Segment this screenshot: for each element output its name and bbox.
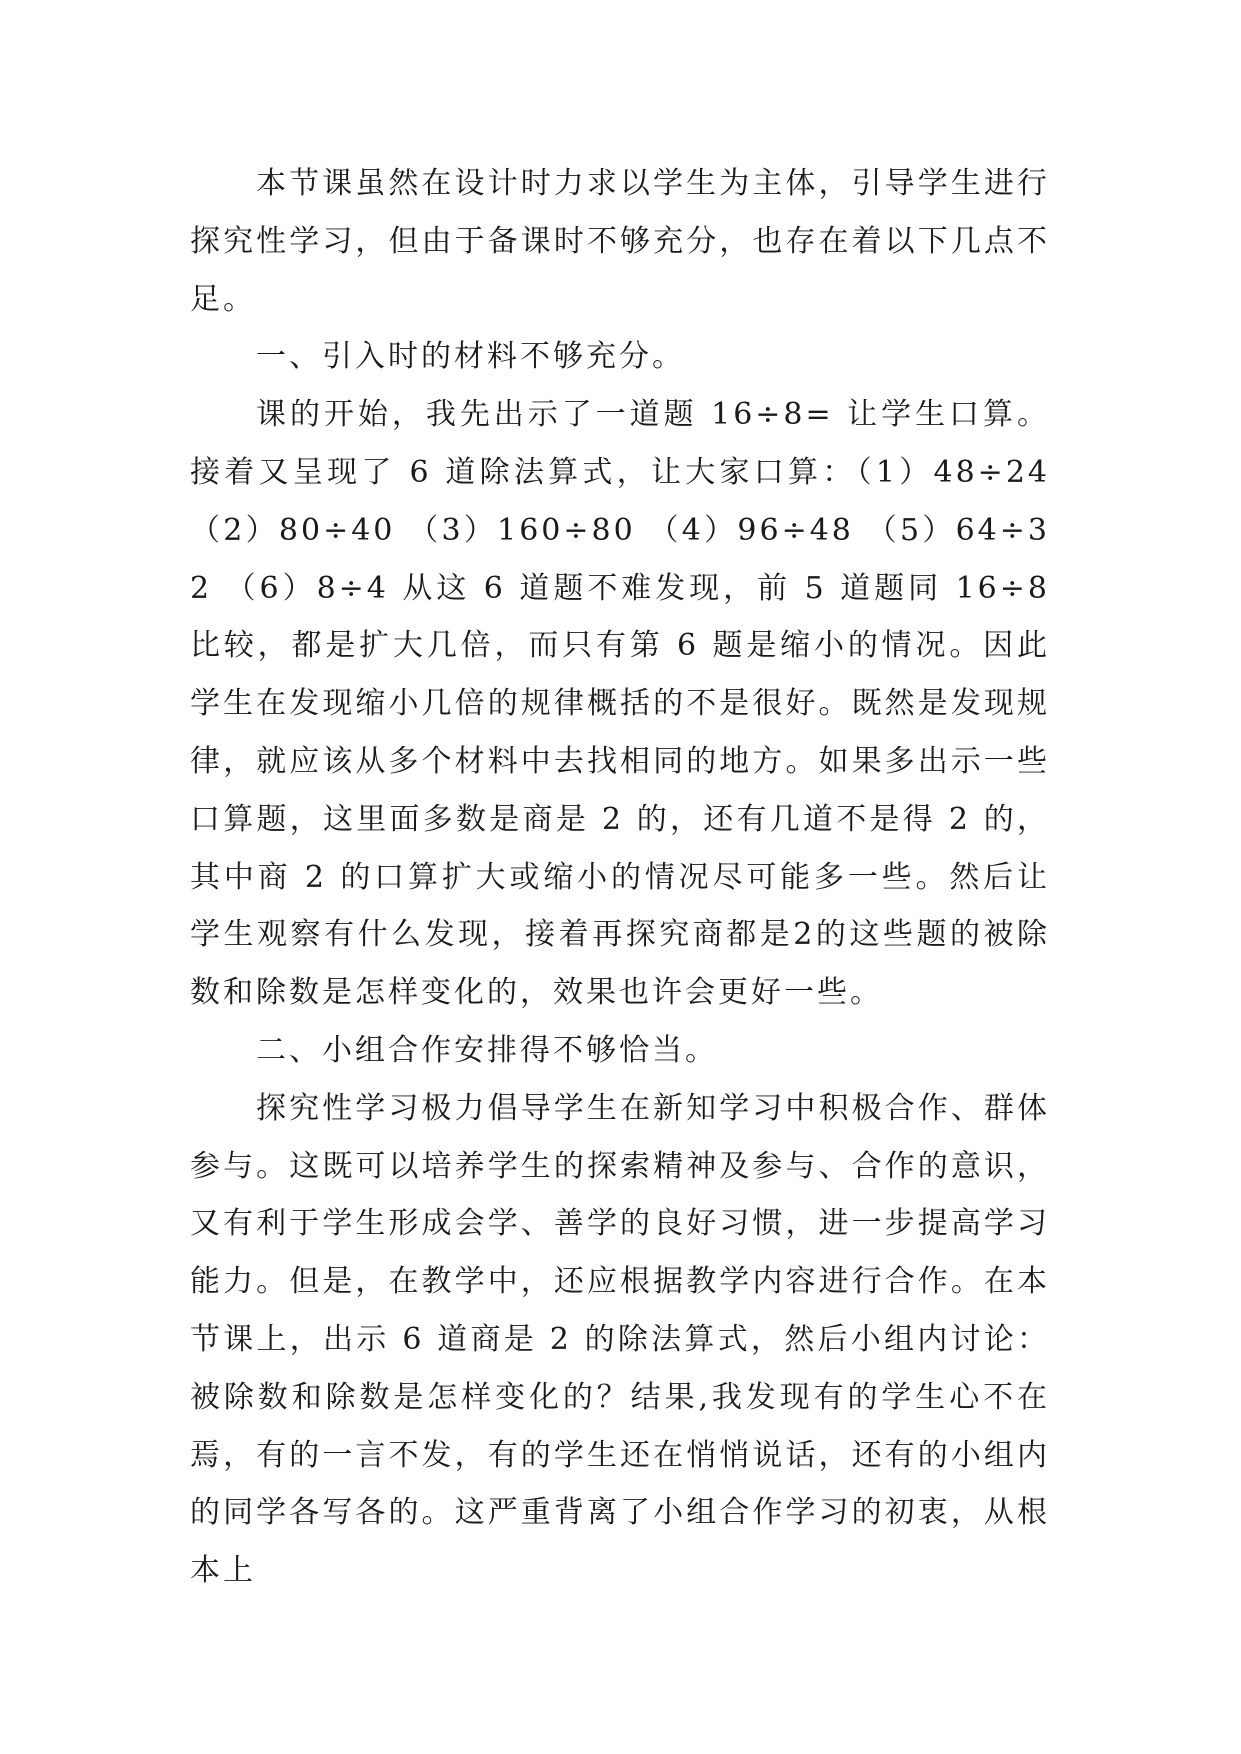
document-body [190,155,1050,1600]
heading-section-2: 二、小组合作安排得不够恰当。 [256,1032,718,1068]
paragraph-section-2: 探究性学习极力倡导学生在新知学习中积极合作、群体参与。这既可以培养学生的探索精神及参与、合作的意识，又有利于学生形成会学、善学的良好习惯，进一步提高学习能力。但是，在教学中，还应根据教学内容进行合作。在本节课上，出示 6 道商是 2 的除法算式，然后小组内讨论：被除数和除数是怎样变化的？结果,我发现有的学生心不在焉，有的一言不发，有的学生还在悄悄说话，还有的小组内的同学各写各的。这严重背离了小组合作学习的初衷，从根本上 [190,1090,1050,1589]
paragraph-section-1: 课的开始，我先出示了一道题 16÷8= 让学生口算。接着又呈现了 6 道除法算式，让大家口算：（1）48÷24 （2）80÷40 （3）160÷80 （4）96÷48 （5）64÷32 （6）8÷4 从这 6 道题不难发现，前 5 道题同 16÷8 比较，都是扩大几倍，而只有第 6 题是缩小的情况。因此学生在发现缩小几倍的规律概括的不是很好。既然是发现规律，就应该从多个材料中去找相同的地方。如果多出示一些口算题，这里面多数是商是 2 的，还有几道不是得 2 的，其中商 2 的口算扩大或缩小的情况尽可能多一些。然后让学生观察有什么发现，接着再探究商都是2的这些题的被除数和除数是怎样变化的，效果也许会更好一些。 [190,397,1050,1011]
heading-section-1: 一、引入时的材料不够充分。 [256,339,685,375]
paragraph-intro: 本节课虽然在设计时力求以学生为主体，引导学生进行探究性学习，但由于备课时不够充分，也存在着以下几点不足。 [190,166,1050,317]
